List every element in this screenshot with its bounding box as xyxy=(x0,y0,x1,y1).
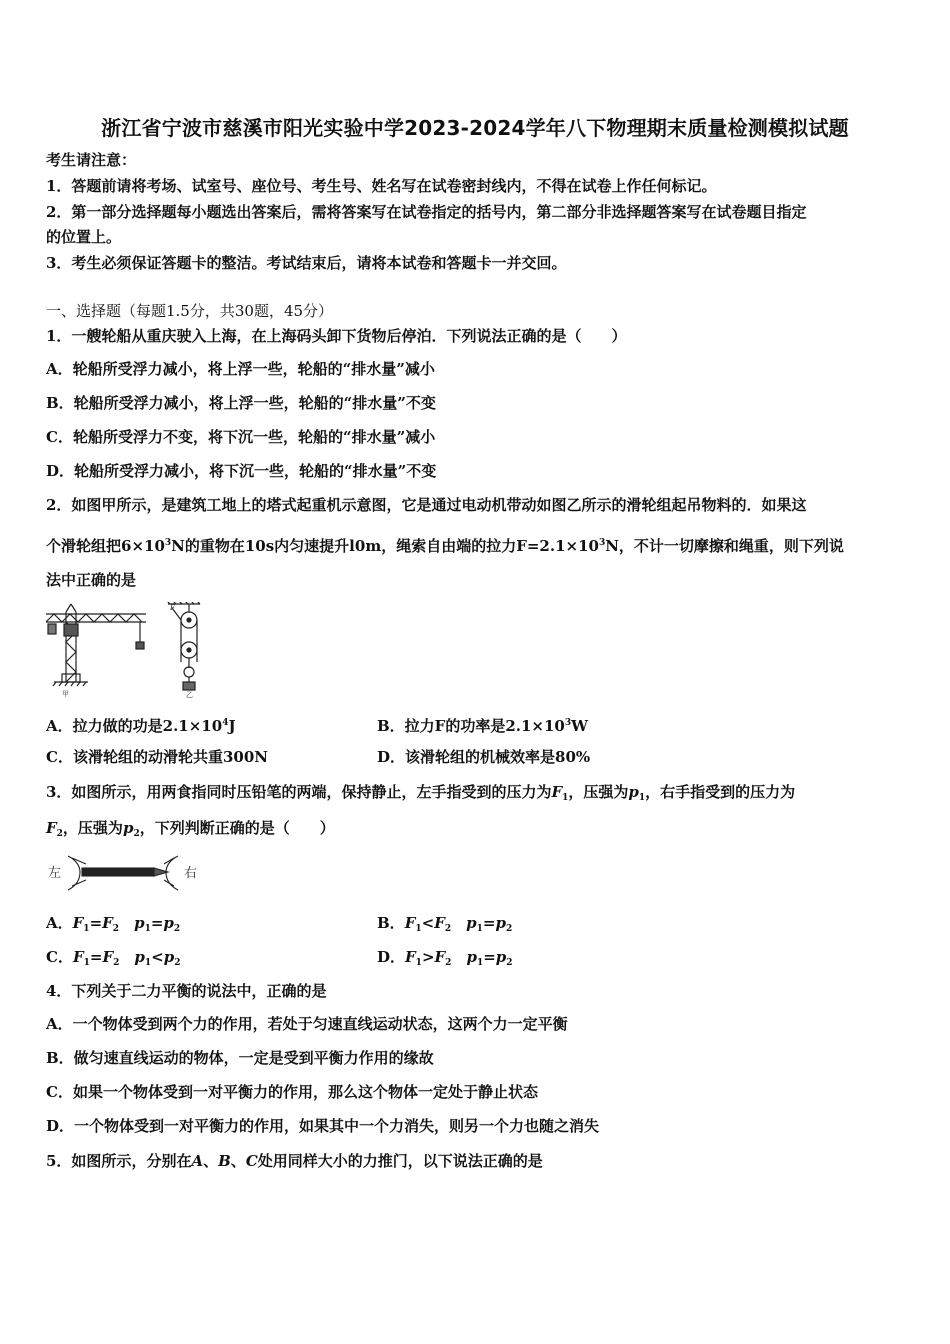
q5-stem: 5．如图所示，分别在A、B、C处用同样大小的力推门，以下说法正确的是 xyxy=(46,1152,543,1170)
pencil-fingers-figure xyxy=(46,850,206,896)
notice-item-2-cont: 的位置上。 xyxy=(46,228,122,246)
q3-stem-line2: $F_2$，压强为$p_2$，下列判断正确的是（ ） xyxy=(46,819,335,839)
q2-option-b: B．拉力F的功率是$2.1\times 10^3W$ xyxy=(377,717,588,735)
section-heading: 一、选择题（每题1.5分，共30题，45分） xyxy=(46,302,334,320)
q2-stem-line3: 法中正确的是 xyxy=(46,571,137,589)
q2-option-a: A．拉力做的功是$2.1\times 10^4J$ xyxy=(46,717,236,735)
q4-option-a: A．一个物体受到两个力的作用，若处于匀速直线运动状态，这两个力一定平衡 xyxy=(46,1015,568,1033)
q3-option-c: C．$F_1=F_2$ $p_1<p_2$ xyxy=(46,948,181,968)
q2-option-d: D．该滑轮组的机械效率是80% xyxy=(377,748,591,766)
q4-stem: 4．下列关于二力平衡的说法中，正确的是 xyxy=(46,982,327,1000)
q3-stem-line1: 3．如图所示，用两食指同时压铅笔的两端，保持静止，左手指受到的压力为$F_1$，压强为$p_1$，右手指受到的压力为 xyxy=(46,783,796,803)
crane-pulley-figure xyxy=(44,602,244,698)
q1-option-d: D．轮船所受浮力减小，将下沉一些，轮船的“排水量”不变 xyxy=(46,462,437,480)
pulley-system-drawing xyxy=(167,602,200,690)
q3-option-b: B．$F_1<F_2$ $p_1=p_2$ xyxy=(377,914,513,934)
q1-option-c: C．轮船所受浮力不变，将下沉一些，轮船的“排水量”减小 xyxy=(46,428,436,446)
q2-stem-line1: 2．如图甲所示，是建筑工地上的塔式起重机示意图，它是通过电动机带动如图乙所示的滑轮组起吊物料的．如果这 xyxy=(46,496,807,514)
q3-option-d: D．$F_1>F_2$ $p_1=p_2$ xyxy=(377,948,513,968)
q2-stem-line2: 个滑轮组把$6\times 10^3N$的重物在10s内匀速提升l0m，绳索自由端的拉力$F=2.1\times 10^3N$，不计一切摩擦和绳重，则下列说 xyxy=(46,537,844,555)
notice-item-1: 1．答题前请将考场、试室号、座位号、考生号、姓名写在试卷密封线内，不得在试卷上作任何标记。 xyxy=(46,177,717,195)
figure-label-f: F xyxy=(170,604,175,612)
q1-stem: 1．一艘轮船从重庆驶入上海，在上海码头卸下货物后停泊．下列说法正确的是（ ） xyxy=(46,327,627,345)
figure-label-yi: 乙 xyxy=(186,691,193,698)
figure-label-right: 右 xyxy=(184,866,198,881)
q4-option-c: C．如果一个物体受到一对平衡力的作用，那么这个物体一定处于静止状态 xyxy=(46,1083,538,1101)
notice-item-3: 3．考生必须保证答题卡的整洁。考试结束后，请将本试卷和答题卡一并交回。 xyxy=(46,254,567,272)
pencil-body xyxy=(82,868,154,876)
tower-crane-drawing xyxy=(46,604,146,686)
notice-item-2: 2．第一部分选择题每小题选出答案后，需将答案写在试卷指定的括号内，第二部分非选择题答案写在试卷题目指定 xyxy=(46,203,807,221)
q3-option-a: A．$F_1=F_2$ $p_1=p_2$ xyxy=(46,914,181,934)
figure-label-left: 左 xyxy=(48,866,62,881)
figure-label-jia: 甲 xyxy=(62,690,69,698)
q1-option-a: A．轮船所受浮力减小，将上浮一些，轮船的“排水量”减小 xyxy=(46,360,435,378)
q2-option-c: C．该滑轮组的动滑轮共重300N xyxy=(46,748,268,766)
notice-heading: 考生请注意： xyxy=(46,151,137,169)
q4-option-b: B．做匀速直线运动的物体，一定是受到平衡力作用的缘故 xyxy=(46,1049,434,1067)
q4-option-d: D．一个物体受到一对平衡力的作用，如果其中一个力消失，则另一个力也随之消失 xyxy=(46,1117,600,1135)
page-title: 浙江省宁波市慈溪市阳光实验中学2023-2024学年八下物理期末质量检测模拟试题 xyxy=(101,116,849,140)
q1-option-b: B．轮船所受浮力减小，将上浮一些，轮船的“排水量”不变 xyxy=(46,394,436,412)
